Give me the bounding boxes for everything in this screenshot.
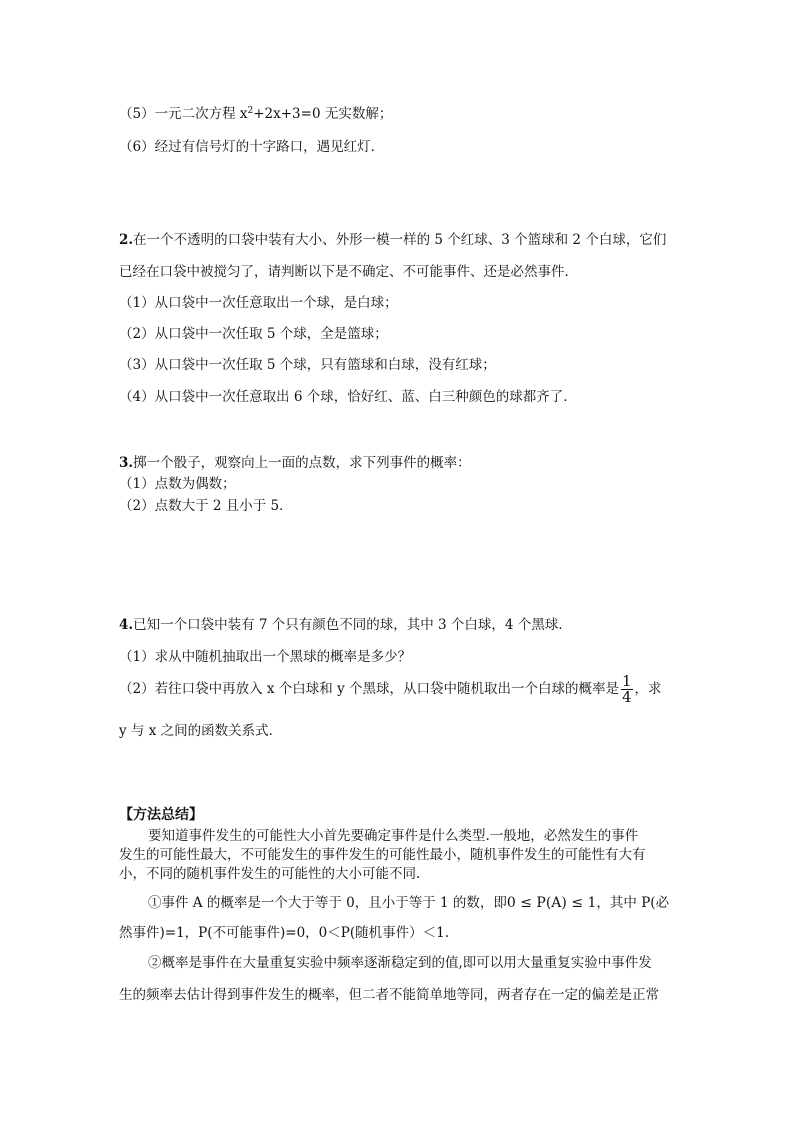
- probability-range-formula: 0 ≤ P(A) ≤ 1: [506, 895, 597, 911]
- q4-stem: [119, 613, 572, 633]
- q4-item-1: （1）求从中随机抽取出一个黑球的概率是多少？: [119, 649, 412, 665]
- one-quarter-fraction: [621, 674, 633, 705]
- fraction-numerator: 1: [622, 672, 632, 690]
- summary-point-1-line-2: 然事件)=1，P(不可能事件)=0，0＜P(随机事件）＜1.: [119, 925, 450, 941]
- q3-stem: [119, 451, 471, 471]
- summary-heading: 【方法总结】: [119, 807, 203, 823]
- q2-stem-line-2: 已经在口袋中被搅匀了，请判断以下是不确定、不可能事件、还是必然事件．: [119, 264, 578, 280]
- q3-item-2: （2）点数大于 2 且小于 5．: [119, 498, 293, 514]
- q2-stem-line-1: [119, 228, 666, 248]
- summary-point-1: [148, 891, 669, 911]
- q2-item-2: （2）从口袋中一次任取 5 个球，全是篮球；: [119, 326, 388, 342]
- summary-para-1-line-1: 要知道事件发生的可能性大小首先要确定事件是什么类型.一般地，必然发生的事件: [148, 828, 639, 844]
- summary-point-1-text-end: ，其中 P(必: [596, 895, 670, 911]
- q1-item-6: （6）经过有信号灯的十字路口，遇见红灯．: [119, 139, 385, 155]
- q2-item-3: （3）从口袋中一次任取 5 个球，只有篮球和白球，没有红球；: [119, 357, 496, 373]
- q4-item-2: [119, 674, 662, 705]
- q2-item-1: （1）从口袋中一次任意取出一个球，是白球；: [119, 295, 398, 311]
- q4-item-2-line-2: y 与 x 之间的函数关系式．: [119, 723, 283, 739]
- q2-stem-text: 在一个不透明的口袋中装有大小、外形一模一样的 5 个红球、3 个篮球和 2 个白球，它们: [133, 232, 667, 248]
- summary-para-1-line-2: 发生的可能性最大，不可能发生的事件发生的可能性最小，随机事件发生的可能性有大有: [119, 847, 646, 863]
- q1-item-5: [119, 102, 392, 122]
- summary-point-1-text: ①事件 A 的概率是一个大于等于 0，且小于等于 1 的数，即: [148, 895, 507, 911]
- q2-item-4: （4）从口袋中一次任意取出 6 个球，恰好红、蓝、白三种颜色的球都齐了．: [119, 389, 577, 405]
- q1-item-5-text-end: +2x+3=0 无实数解；: [253, 106, 393, 122]
- q1-item-5-text: （5）一元二次方程 x: [119, 106, 248, 122]
- q1-item-5-exponent: 2: [247, 106, 254, 116]
- q4-item-2-text: （2）若往口袋中再放入 x 个白球和 y 个黑球，从口袋中随机取出一个白球的概率是: [119, 681, 619, 697]
- q3-item-1: （1）点数为偶数；: [119, 476, 236, 492]
- q4-number: 4.: [119, 617, 134, 633]
- fraction-denominator: 4: [622, 688, 632, 706]
- q4-item-2-text-end: ，求: [634, 681, 662, 697]
- q2-number: 2.: [119, 232, 134, 248]
- q3-number: 3.: [119, 455, 134, 471]
- summary-para-1-line-3: 小，不同的随机事件发生的可能性的大小可能不同.: [119, 866, 421, 882]
- q3-stem-text: 掷一个骰子，观察向上一面的点数，求下列事件的概率：: [133, 455, 471, 471]
- q4-stem-text: 已知一个口袋中装有 7 个只有颜色不同的球，其中 3 个白球，4 个黑球．: [133, 617, 572, 633]
- summary-point-2-line-1: ②概率是事件在大量重复实验中频率逐渐稳定到的值,即可以用大量重复实验中事件发: [148, 955, 652, 971]
- summary-point-2-line-2: 生的频率去估计得到事件发生的概率，但二者不能简单地等同，两者存在一定的偏差是正常: [119, 987, 659, 1003]
